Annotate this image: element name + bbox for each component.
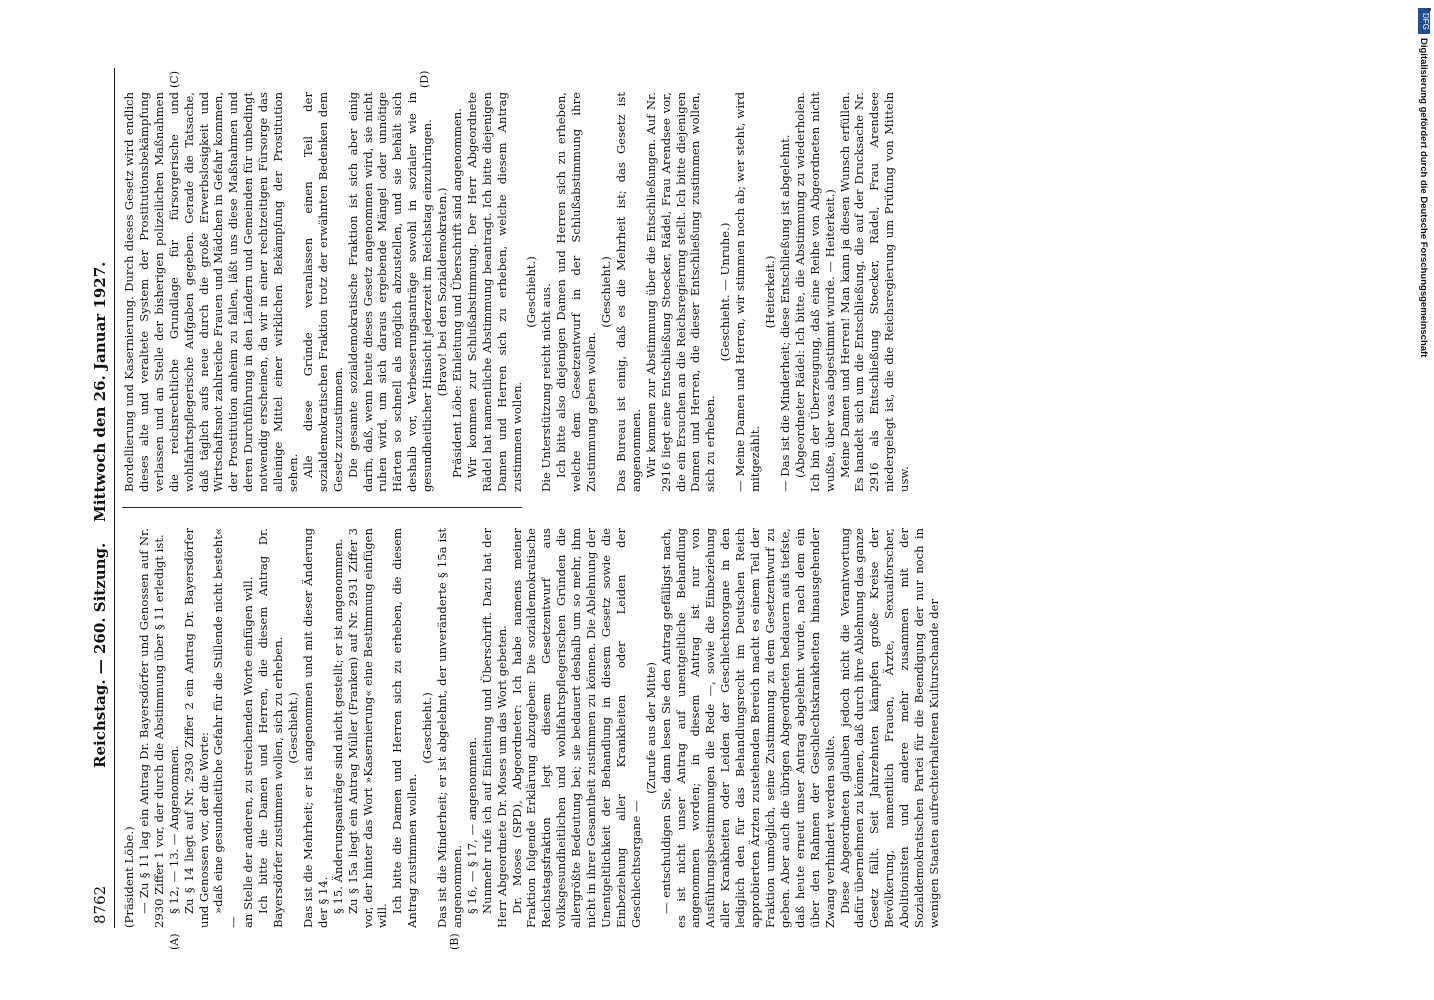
paragraph: Nunmehr rufe ich auf Einleitung und Überschrift. Dazu hat der Herr Abgeordnete Dr. Moses um das Wort gebeten. (479, 528, 509, 928)
column-divider (122, 507, 522, 508)
paragraph: § 16, — § 17, — angenommen. (464, 737, 479, 914)
paragraph: »daß eine gesundheitliche Gefahr für die Stillende nicht besteht« — (211, 528, 241, 928)
paragraph: Diese Abgeordneten glauben jedoch nicht die Verantwortung dafür übernehmen zu können, daß durch ihre Ablehnung das ganze Gesetz fällt. Seit Jahrzehnten kämpfen große Kreise der Bevölkerung, namentlich Frauen, Ärzte, Sexualforscher, Abolitionisten und andere mehr zusammen mit der Sozialdemokratischen Partei für die Beendigung der nur noch in wenigen Staaten aufrechterhaltenen Kulturschande der (837, 528, 941, 928)
right-column (122, 92, 912, 492)
paragraph: Ich bitte also diejenigen Damen und Herren sich zu erheben, welche dem Gesetzentwurf in der Schlußabstimmung ihre Zustimmung geben wollen. (554, 92, 599, 492)
paragraph: Wir kommen zur Abstimmung über die Entschließungen. Auf Nr. 2916 liegt eine Entschließung Stoecker, Rädel, Frau Arendsee vor, die ein Ersuchen an die Reichsregierung stellt. Ich bitte diejenigen Damen und Herren, die dieser Entschließung zustimmen wollen, sich zu erheben. (643, 92, 718, 492)
paragraph: Zu § 14 liegt auf Nr. 2930 Ziffer 2 ein Antrag Dr. Bayersdörfer und Genossen vor, der die Worte: (181, 528, 211, 928)
paragraph: Dr. Moses (SPD), Abgeordneter: Ich habe namens meiner Fraktion folgende Erklärung abzugeben: Die sozialdemokratische Reichstagsfraktion legt diesem Gesetzentwurf aus volksgesundheitlichen und wohlfahrtspflegerischen Gründen die allergrößte Bedeutung bei; sie bedauert deshalb um so mehr, ihm nicht in ihrer Gesamtheit zustimmen zu können. Die Ablehnung der Unentgeltlichkeit der Behandlung in diesem Gesetz sowie die Einbeziehung aller Krankheiten oder Leiden der Geschlechtsorgane — (509, 528, 643, 928)
paragraph: (Heiterkeit.) (762, 255, 777, 329)
paragraph: Die Unterstützung reicht nicht aus. (539, 283, 554, 492)
paragraph: Bordellierung und Kasernierung. Durch dieses Gesetz wird endlich dieses alte und veraltete System der Prostitutionsbekämpfung verlassen und an Stelle der bisherigen polizeilichen Maßnahmen die reichsrechtliche Grundlage für fürsorgerische und wohlfahrtspflegerische Aufgaben gegeben. Gerade die Tatsache, daß täglich aufs neue durch die große Erwerbslosigkeit und Wirtschaftsnot zahlreiche Frauen und Mädchen in Gefahr kommen, der Prostitution anheim zu fallen, läßt uns diese Maßnahmen und deren Durchführung in den Ländern und Gemeinden für unbedingt notwendig erscheinen, da wir in einer rechtzeitigen Fürsorge das alleinige Mittel einer wirklichen Bekämpfung der Prostitution sehen. (122, 92, 300, 492)
paragraph: (Abgeordneter Rädel: Ich bitte, die Abstimmung zu wiederholen. Ich bin der Überzeugung, daß eine Reihe von Abgeordneten nicht wußte, über was abgestimmt wurde. — Heiterkeit.) (792, 92, 837, 492)
paragraph: Das ist die Minderheit; er ist abgelehnt, der unveränderte § 15a ist angenommen. (435, 528, 464, 928)
paragraph: (Geschieht.) (599, 256, 613, 328)
paragraph: Ich bitte die Damen und Herren sich zu erheben, die diesem Antrag zustimmen wollen. (390, 528, 420, 928)
left-column (122, 528, 942, 928)
paragraph: Das Bureau ist einig, daß es die Mehrheit ist; das Gesetz ist angenommen. (613, 92, 643, 492)
paragraph: — Das ist die Minderheit; diese Entschließung ist abgelehnt. (777, 134, 792, 492)
paragraph: (Geschieht. — Unruhe.) (718, 222, 733, 362)
paragraph: Ich bitte die Damen und Herren, die diesem Antrag Dr. Bayersdörfer zustimmen wollen, sich zu erheben. (256, 528, 286, 928)
paragraph: Wir kommen zur Schlußabstimmung. Der Herr Abgeordnete Rädel hat namentliche Abstimmung beantragt. Ich bitte diejenigen Damen und Herren sich zu erheben, welche diesem Antrag zustimmen wollen. (464, 92, 524, 492)
paragraph: — Zu § 11 lag ein Antrag Dr. Bayersdörfer und Genossen auf Nr. 2930 Ziffer 1 vor, der durch die Abstimmung über § 11 erledigt ist. (136, 528, 166, 928)
paragraph: Zu § 15a liegt ein Antrag Müller (Franken) auf Nr. 2931 Ziffer 3 vor, der hinter das Wort »Kasernierung« eine Bestimmung einfügen will. (345, 528, 390, 928)
header-title (88, 262, 112, 768)
digitization-text: Digitalisierung gefördert durch die Deutsche Forschungsgemeinschaft (1418, 38, 1429, 358)
paragraph: — Meine Damen und Herren, wir stimmen noch ab; wer steht, wird mitgezählt. (733, 92, 763, 492)
paragraph: (Präsident Löbe.) (122, 826, 136, 928)
page-header (88, 68, 115, 928)
rotated-text-area (88, 68, 1328, 950)
paragraph: an Stelle der anderen, zu streichenden Worte einfügen will. (241, 576, 256, 928)
paragraph: (Geschieht.) (524, 256, 539, 328)
corner-dot (1428, 8, 1431, 11)
dfg-logo: DFG (1418, 8, 1430, 34)
paragraph: § 12, — 13. — Angenommen. (166, 745, 181, 914)
session-date: Mittwoch den 26. Januar 1927. (91, 261, 109, 522)
paragraph: (Geschieht.) (420, 692, 435, 764)
paragraph: — entschuldigen Sie, dann lesen Sie den Antrag gefälligst nach, es ist nicht unser Antrag auf unentgeltliche Behandlung angenommen worden; in diesem Antrag ist nur von Ausführungsbestimmungen die Rede —, sowie die Einbeziehung aller Krankheiten oder Leiden der Geschlechtsorgane in den lediglich den für das Behandlungsrecht im Deutschen Reich approbierten Ärzten zustehenden Bereich macht es einem Teil der Fraktion unmöglich, seine Zustimmung zu dem Gesetzentwurf zu geben. Aber auch die übrigen Abgeordneten bedauern aufs tiefste, daß heute erneut unser Antrag abgelehnt wurde, nach dem ein über den Rahmen der Geschlechtskrankheiten hinausgehender Zwang verhindert werden sollte. (658, 528, 837, 928)
digitization-note (1418, 6, 1430, 996)
margin-mark-b: (B) (448, 933, 461, 950)
session-label: Reichstag. — 260. Sitzung. (91, 542, 109, 768)
paragraph: (Zurufe aus der Mitte) (643, 662, 658, 794)
paragraph: (Geschieht.) (285, 692, 300, 764)
paragraph: Alle diese Gründe veranlassen einen Teil der sozialdemokratischen Fraktion trotz der erwähnten Bedenken dem Gesetz zuzustimmen. (300, 92, 345, 492)
paragraph: § 15. Änderungsanträge sind nicht gestellt; er ist angenommen. (330, 538, 345, 914)
paragraph: (Bravo! bei den Sozialdemokraten.) (435, 187, 450, 397)
paragraph: Präsident Löbe: Einleitung und Überschrift sind angenommen. (449, 108, 464, 478)
paragraph: Meine Damen und Herren! Man kann ja diesen Wunsch erfüllen. Es handelt sich um die Entschließung, die auf der Drucksache Nr. 2916 als Entschließung Stoecker, Rädel, Frau Arendsee niedergelegt ist, die die Reichsregierung um Prüfung von Mitteln usw. (837, 92, 912, 492)
margin-mark-d: (D) (418, 70, 431, 88)
paragraph: Die gesamte sozialdemokratische Fraktion ist sich aber einig darin, daß, wenn heute dieses Gesetz angenommen wird, sie nicht ruhen wird, um sich daraus ergebende Mängel oder unnötige Härten so schnell als möglich abzustellen, und sie behält sich deshalb vor, Verbesserungsanträge sowohl in sozialer wie in gesundheitlicher Hinsicht jederzeit im Reichstag einzubringen. (345, 92, 435, 492)
paragraph: Das ist die Mehrheit; er ist angenommen und mit dieser Änderung der § 14. (300, 528, 330, 928)
margin-mark-a: (A) (168, 933, 181, 950)
page-number: 8762 (91, 885, 109, 924)
margin-mark-c: (C) (168, 71, 181, 88)
